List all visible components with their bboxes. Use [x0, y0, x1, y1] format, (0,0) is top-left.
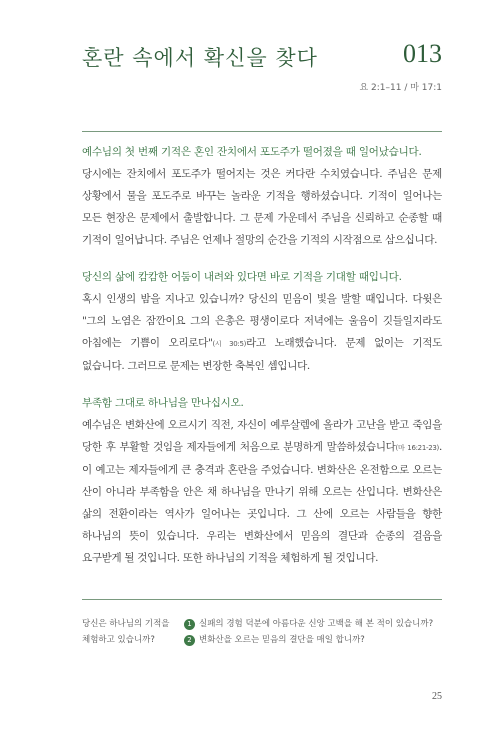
verse-citation: (마 16:21-23): [395, 444, 439, 452]
scripture-reference: 요 2:1–11 / 마 17:1: [359, 83, 442, 93]
question-number-badge: 1: [184, 619, 195, 630]
body-text: 혹시 인생의 밤을 지나고 있습니까? 당신의 믿음이 빛을 발할 때입니다. 다윗은 "그의 노염은 잠깐이요 그의 은총은 평생이로다 저녁에는 울음이 깃들일지라도 아침에는 기쁨이 오리로다": [82, 293, 442, 349]
body-text: 라고 노래했습니다. 문제 없이는 기적도 없습니다. 그러므로 문제는 변장한 축복인 셈입니다.: [82, 337, 442, 372]
section-1: [82, 142, 442, 251]
body-text: 당시에는 잔치에서 포도주가 떨어지는 것은 커다란 수치였습니다. 주님은 문제 상황에서 물을 포도주로 바꾸는 놀라운 기적을 행하셨습니다. 기적이 일어나는 모든 현장은 문제에서 출발합니다. 그 문제 가운데서 주님을 신뢰하고 순종할 때 기적이 일어납니다. 주님은 언제나 절망의 순간을 기적의 시작점으로 삼으십니다.: [82, 168, 442, 246]
top-divider: [82, 131, 442, 132]
chapter-number: 013: [403, 39, 442, 68]
page-number: 25: [432, 691, 442, 702]
chapter-title: 혼란 속에서 확신을 찾다: [82, 46, 318, 70]
question-item: [184, 616, 444, 632]
section-body: [82, 288, 442, 377]
question-text: 실패의 경험 덕분에 아름다운 신앙 고백을 해 본 적이 있습니까?: [199, 619, 434, 629]
body-text: . 이 예고는 제자들에게 큰 충격과 혼란을 주었습니다. 변화산은 온전함으로 오르는 산이 아니라 부족함을 안은 채 하나님을 만나기 위해 오르는 산입니다. 변화산은 삶의 전환이라는 역사가 일어나는 곳입니다. 그 산에 오르는 사람들을 향한 하나님의 뜻이 있습니다. 우리는 변화산에서 믿음의 결단과 순종의 걸음을 요구받게 될 것입니다. 또한 하나님의 기적을 체험하게 될 것입니다.: [82, 441, 442, 564]
section-2: [82, 267, 442, 377]
question-item: [184, 632, 444, 648]
body-text: 예수님은 변화산에 오르시기 직전, 자신이 예루살렘에 올라가 고난을 받고 죽임을 당한 후 부활할 것임을 제자들에게 처음으로 분명하게 말씀하셨습니다: [82, 419, 442, 453]
reflection-prompt: 당신은 하나님의 기적을 체험하고 있습니까?: [82, 619, 170, 645]
section-heading: 당신의 삶에 캄캄한 어둠이 내려와 있다면 바로 기적을 기대할 때입니다.: [82, 271, 402, 283]
section-heading: 부족함 그대로 하나님을 만나십시오.: [82, 397, 244, 409]
section-heading: 예수님의 첫 번째 기적은 혼인 잔치에서 포도주가 떨어졌을 때 일어났습니다.: [82, 146, 422, 158]
reflection-questions: [184, 616, 444, 648]
section-body: [82, 163, 442, 251]
question-text: 변화산을 오르는 믿음의 결단을 매일 합니까?: [199, 635, 365, 645]
verse-citation: (시 30:5): [212, 340, 247, 348]
section-body: [82, 414, 442, 569]
section-3: [82, 393, 442, 569]
main-content: [82, 142, 442, 585]
question-number-badge: 2: [184, 635, 195, 646]
bottom-divider: [82, 599, 442, 600]
